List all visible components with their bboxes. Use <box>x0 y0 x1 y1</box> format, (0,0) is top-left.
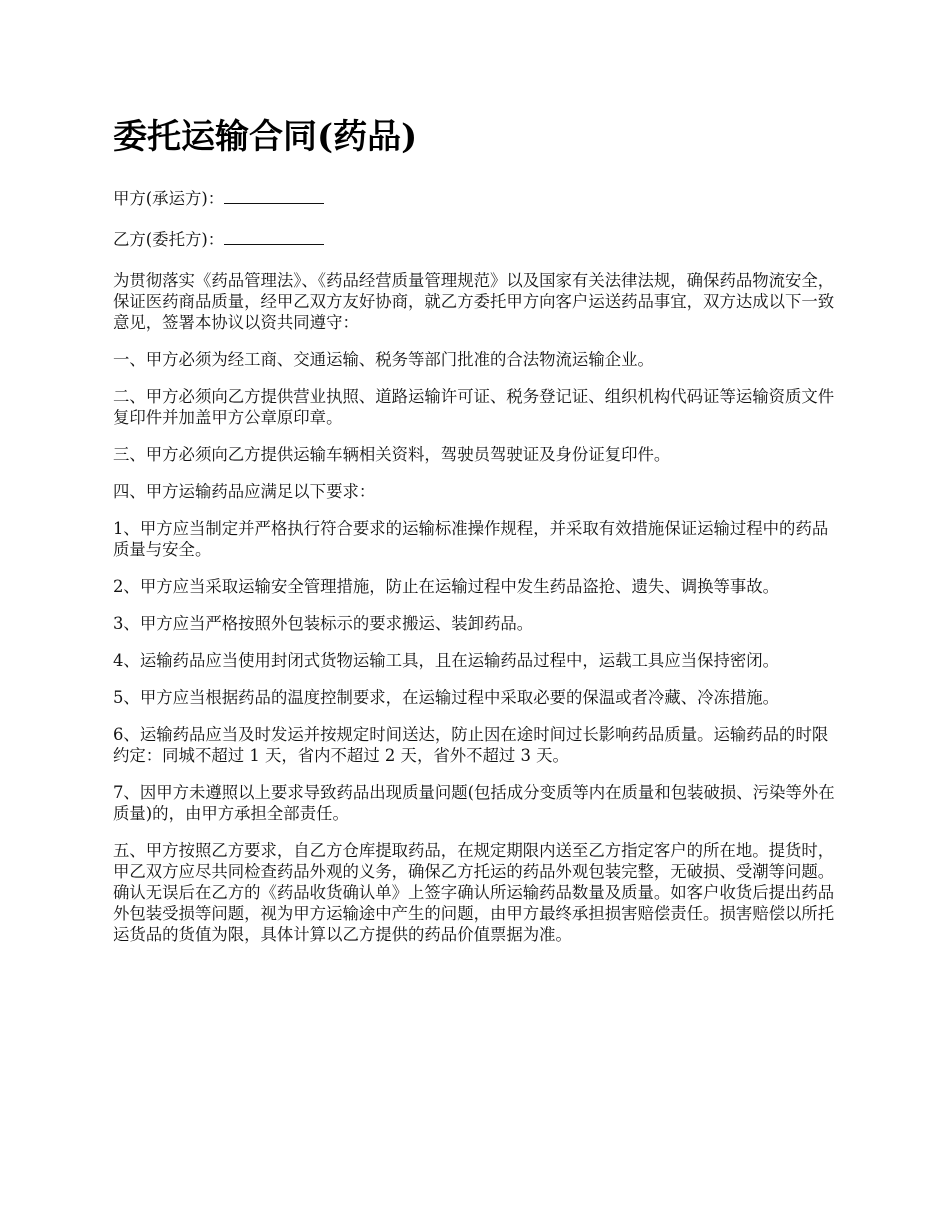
clause-1: 一、甲方必须为经工商、交通运输、税务等部门批准的合法物流运输企业。 <box>113 350 654 369</box>
clause-4-item-5: 5、甲方应当根据药品的温度控制要求，在运输过程中采取必要的保温或者冷藏、冷冻措施。 <box>113 688 780 707</box>
document-title: 委托运输合同(药品) <box>113 117 418 157</box>
party-b-label: 乙方(委托方)： <box>113 230 225 249</box>
clause-3: 三、甲方必须向乙方提供运输车辆相关资料，驾驶员驾驶证及身份证复印件。 <box>113 445 671 464</box>
clause-4-item-4: 4、运输药品应当使用封闭式货物运输工具，且在运输药品过程中，运载工具应当保持密闭。 <box>113 651 780 670</box>
clause-4-item-6: 6、运输药品应当及时发运并按规定时间送达，防止因在途时间过长影响药品质量。运输药品的时限约定：同城不超过 1 天，省内不超过 2 天，省外不超过 3 天。 <box>113 725 829 765</box>
preamble-paragraph: 为贯彻落实《药品管理法》、《药品经营质量管理规范》以及国家有关法律法规，确保药品物流安全，保证医药商品质量，经甲乙双方友好协商，就乙方委托甲方向客户运送药品事宜，双方达成以下一致意见，签署本协议以资共同遵守： <box>113 271 835 332</box>
clause-4-item-2: 2、甲方应当采取运输安全管理措施，防止在运输过程中发生药品盗抢、遗失、调换等事故。 <box>113 577 780 596</box>
clause-2: 二、甲方必须向乙方提供营业执照、道路运输许可证、税务登记证、组织机构代码证等运输资质文件复印件并加盖甲方公章原印章。 <box>113 387 835 427</box>
party-b-blank <box>224 230 324 245</box>
clause-4: 四、甲方运输药品应满足以下要求： <box>113 482 376 501</box>
party-a-label: 甲方(承运方)： <box>113 189 225 208</box>
party-a-blank <box>224 189 324 204</box>
party-b-line <box>113 229 843 250</box>
clause-5: 五、甲方按照乙方要求，自乙方仓库提取药品，在规定期限内送至乙方指定客户的所在地。提货时，甲乙双方应尽共同检查药品外观的义务，确保乙方托运的药品外观包装完整，无破损、受潮等问题。确认无误后在乙方的《药品收货确认单》上签字确认所运输药品数量及质量。如客户收货后提出药品外包装受损等问题，视为甲方运输途中产生的问题，由甲方最终承担损害赔偿责任。损害赔偿以所托运货品的货值为限，具体计算以乙方提供的药品价值票据为准。 <box>113 841 835 944</box>
contract-page <box>113 112 843 961</box>
clause-4-item-7: 7、因甲方未遵照以上要求导致药品出现质量问题(包括成分变质等内在质量和包装破损、污染等外在质量)的，由甲方承担全部责任。 <box>113 783 835 823</box>
clause-4-item-3: 3、甲方应当严格按照外包装标示的要求搬运、装卸药品。 <box>113 614 534 633</box>
clause-4-item-1: 1、甲方应当制定并严格执行符合要求的运输标准操作规程，并采取有效措施保证运输过程中的药品质量与安全。 <box>113 519 829 559</box>
party-a-line <box>113 188 843 209</box>
